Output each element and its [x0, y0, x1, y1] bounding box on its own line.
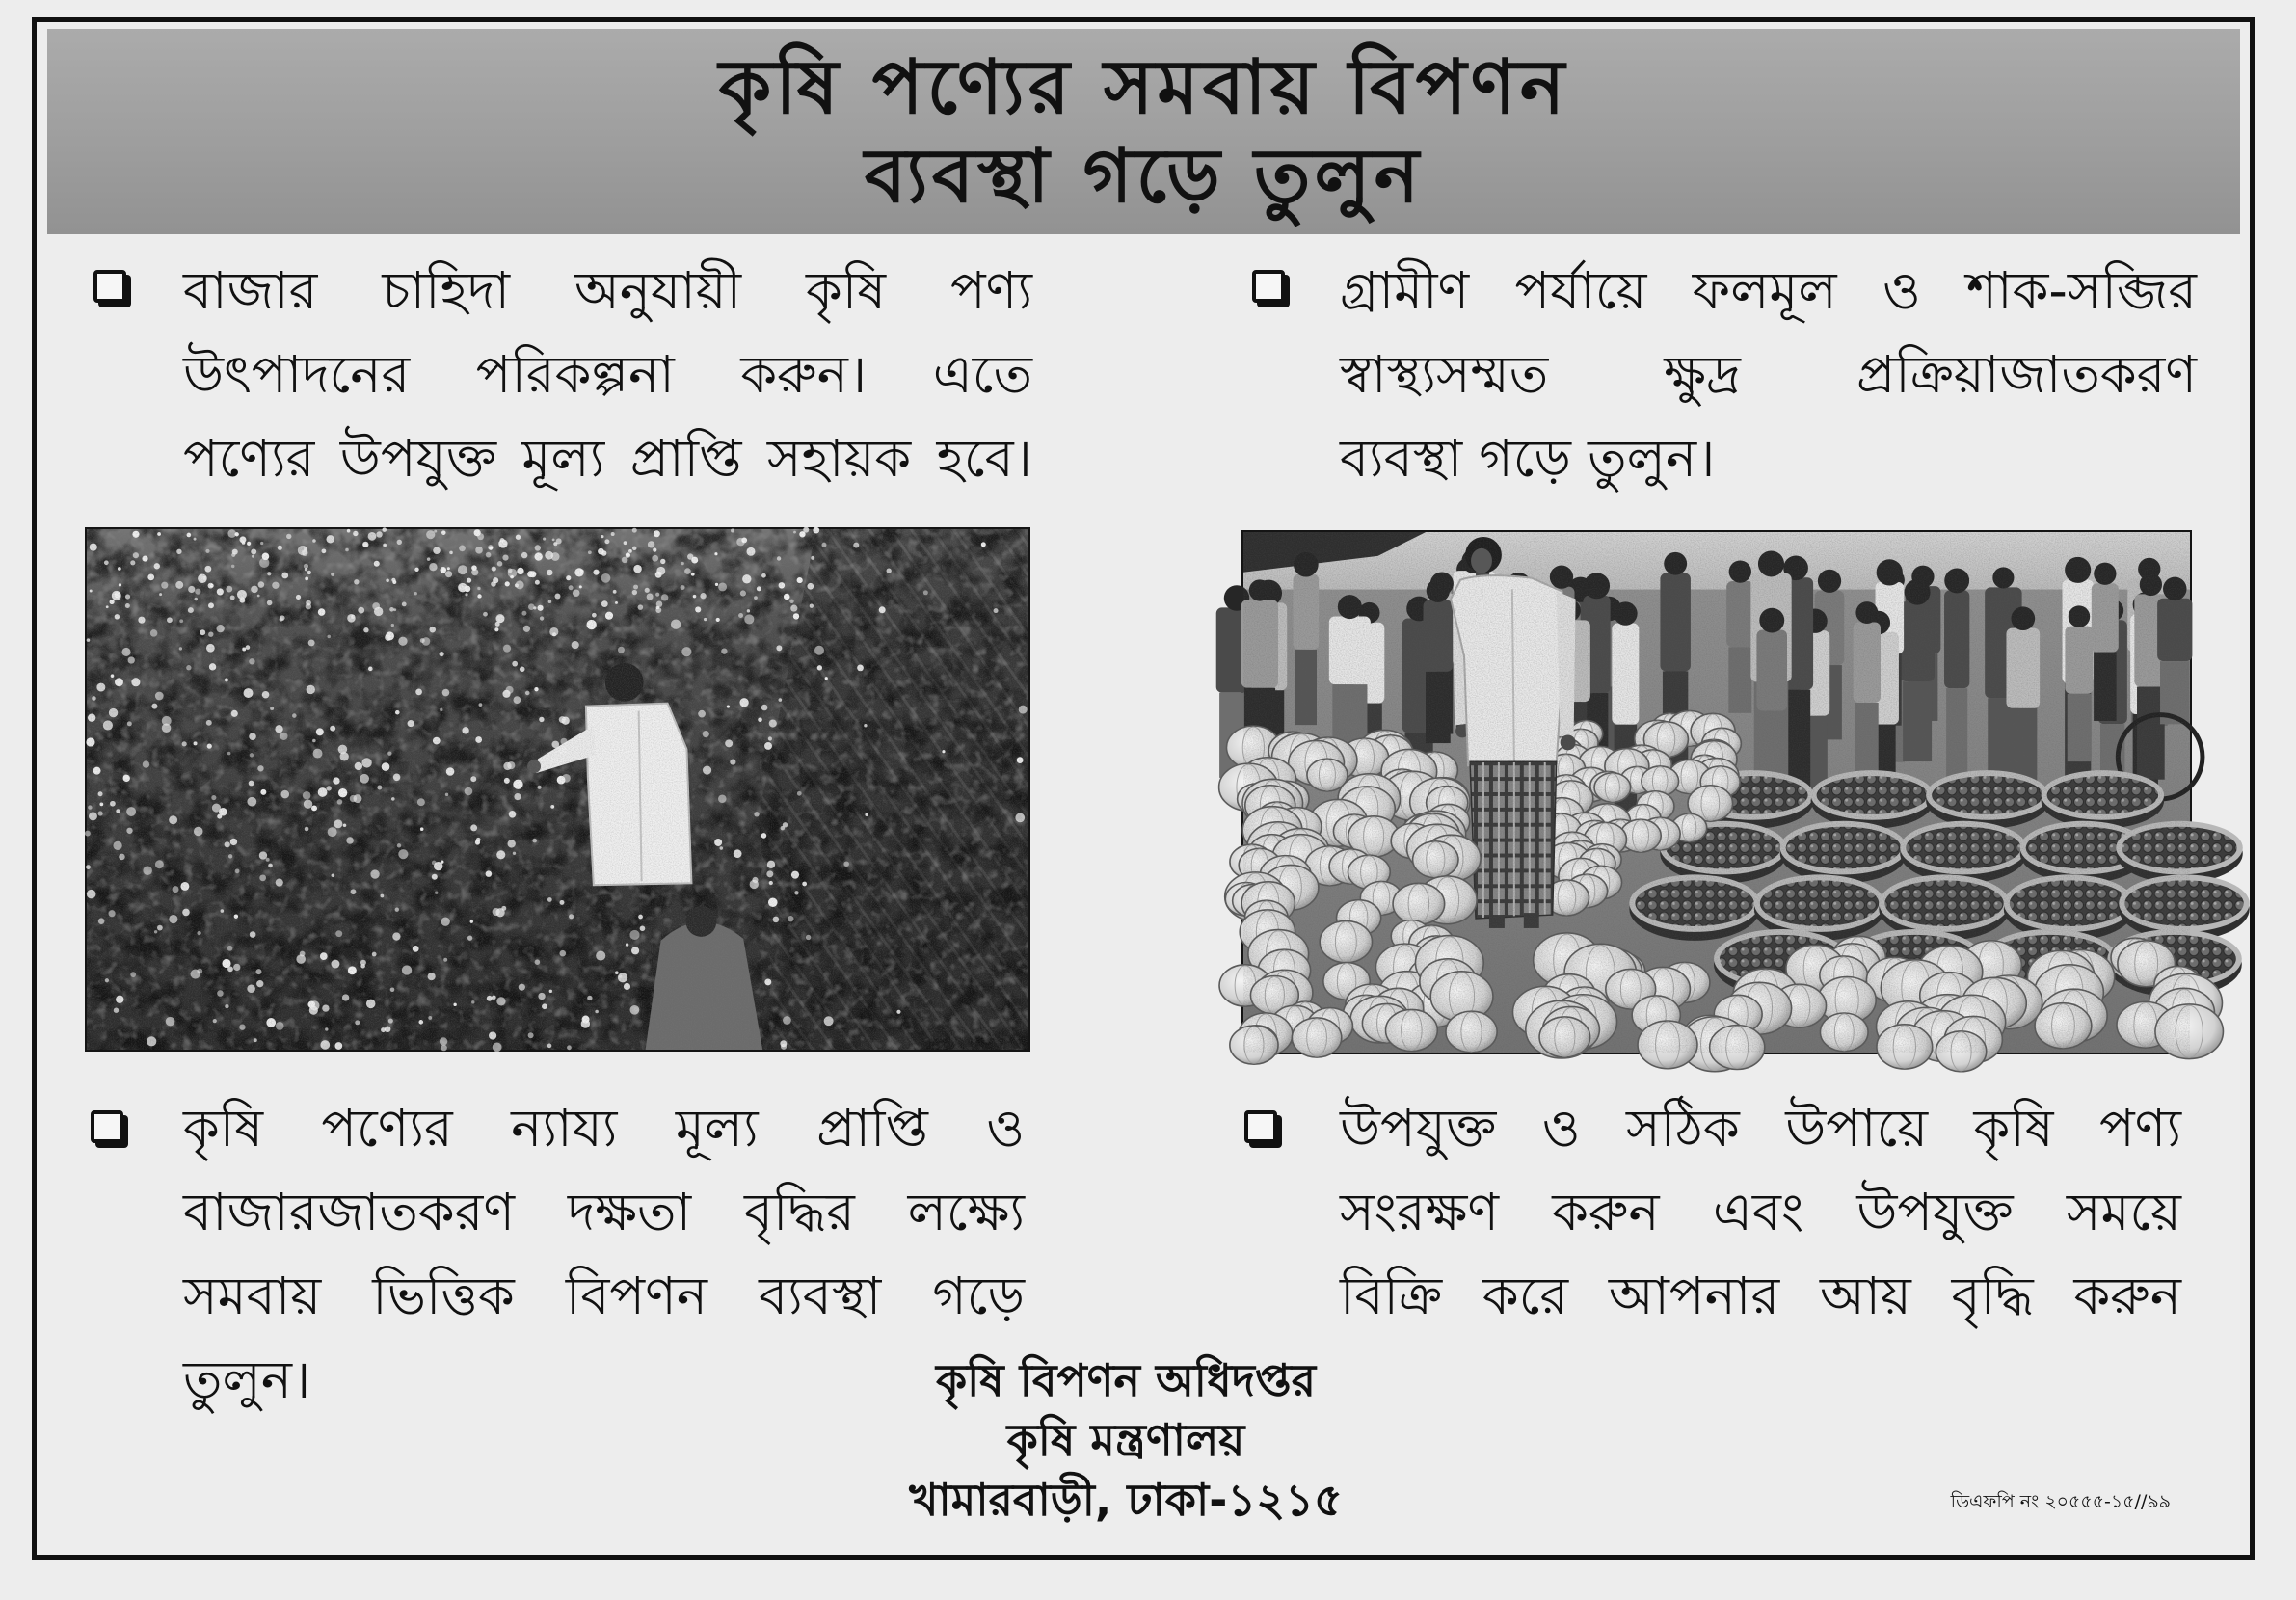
checkbox-bullet-icon [1252, 270, 1285, 303]
dfp-reference-code: ডিএফপি নং ২০৫৫৫-১৫//৯৯ [1950, 1491, 2171, 1512]
photo-grain [87, 529, 1028, 1050]
headline-line-2: ব্যবস্থা গড়ে তুলুন [864, 132, 1424, 220]
vegetable-market-illustration [1243, 532, 2190, 1053]
issuer-address: খামারবাড়ী, ঢাকা-১২১৫ [909, 1474, 1343, 1526]
point-line: বিক্রি করে আপনার আয় বৃদ্ধি করুন [1340, 1266, 2181, 1326]
point-storage-and-sale [1340, 1086, 2181, 1338]
point-line: ব্যবস্থা গড়ে তুলুন। [1340, 428, 1716, 489]
point-rural-processing [1340, 249, 2197, 500]
point-line: বাজারজাতকরণ দক্ষতা বৃদ্ধির লক্ষ্যে [183, 1182, 1025, 1242]
point-line: উৎপাদনের পরিকল্পনা করুন। এতে [183, 344, 1032, 405]
point-line: পণ্যের উপযুক্ত মূল্য প্রাপ্তি সহায়ক হবে। [183, 428, 1032, 489]
point-line: কৃষি পণ্যের ন্যায্য মূল্য প্রাপ্তি ও [183, 1098, 1025, 1159]
point-line: উপযুক্ত ও সঠিক উপায়ে কৃষি পণ্য [1340, 1098, 2181, 1159]
vegetable-market-photo [1241, 530, 2192, 1054]
point-cooperative-marketing [183, 1086, 1025, 1410]
point-line: বাজার চাহিদা অনুযায়ী কৃষি পণ্য [183, 260, 1032, 321]
checkbox-bullet-icon [91, 1110, 123, 1143]
point-line: সমবায় ভিত্তিক বিপণন ব্যবস্থা গড়ে তুলুন। [183, 1266, 1025, 1410]
issuer-ministry: কৃষি মন্ত্রণালয় [1006, 1414, 1245, 1466]
point-line: গ্রামীণ পর্যায়ে ফলমূল ও শাক-সব্জির [1340, 260, 2197, 321]
point-production-planning [183, 249, 1032, 500]
headline-line-1: কৃষি পণ্যের সমবায় বিপণন [718, 43, 1569, 131]
cotton-field-illustration [87, 529, 1028, 1050]
photo-grain [1243, 532, 2190, 1053]
issuer-department: কৃষি বিপণন অধিদপ্তর [935, 1354, 1317, 1406]
cotton-field-photo [85, 527, 1030, 1052]
checkbox-bullet-icon [93, 270, 126, 303]
issuer-block [644, 1350, 1608, 1530]
point-line: সংরক্ষণ করুন এবং উপযুক্ত সময়ে [1340, 1182, 2181, 1242]
checkbox-bullet-icon [1244, 1110, 1277, 1143]
point-line: স্বাস্থ্যসম্মত ক্ষুদ্র প্রক্রিয়াজাতকরণ [1340, 344, 2197, 405]
headline-banner [47, 29, 2240, 234]
